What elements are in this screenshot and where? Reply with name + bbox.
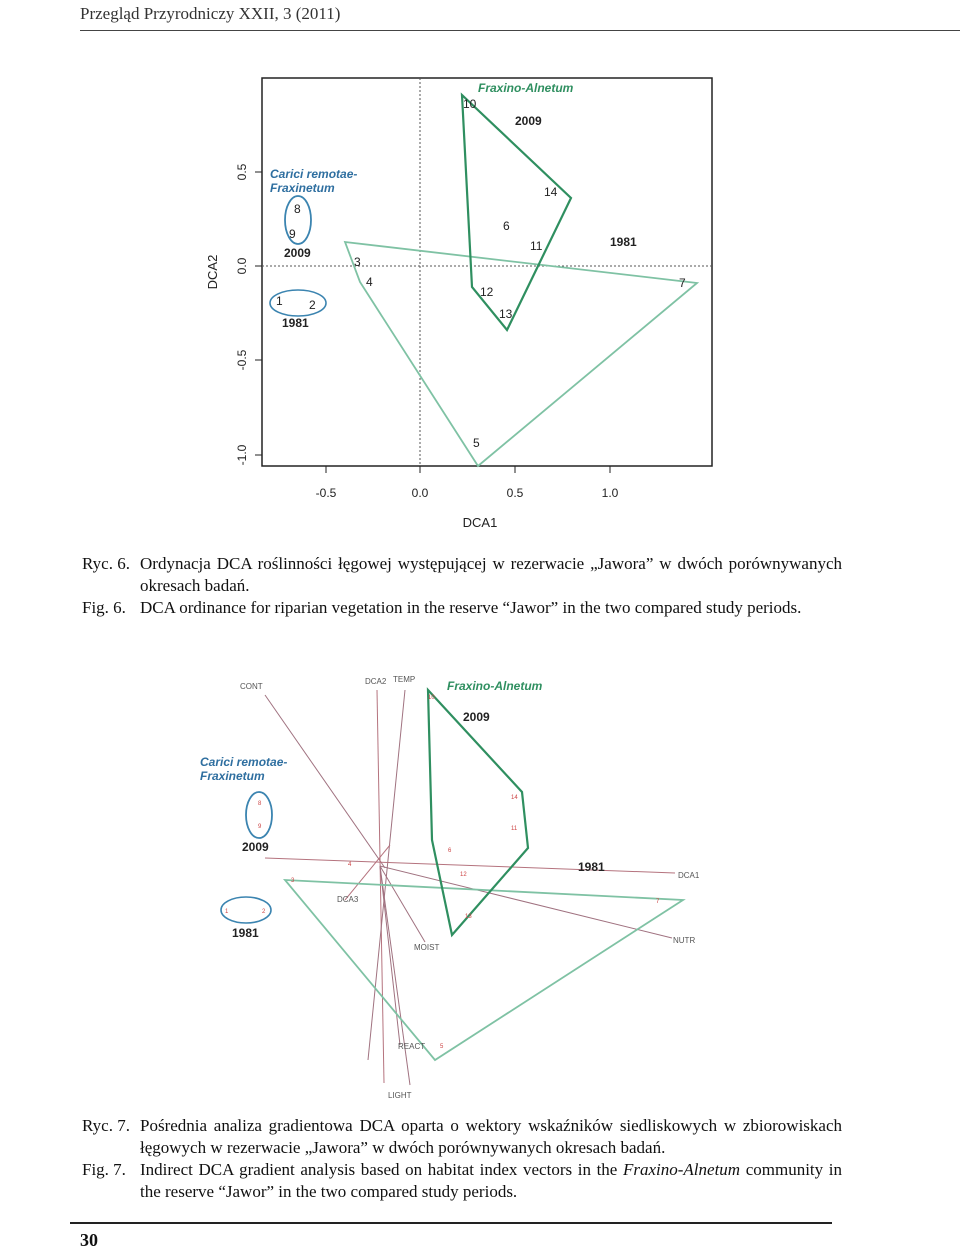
vector-label: DCA2 xyxy=(365,677,387,686)
site-label: 11 xyxy=(530,239,543,253)
plot-frame xyxy=(262,78,712,466)
label-fraxino-alnetum: Fraxino-Alnetum xyxy=(447,679,543,693)
year-label: 2009 xyxy=(463,710,490,724)
site-label: 10 xyxy=(428,695,435,701)
ellipse-carici-2009 xyxy=(246,792,272,838)
site-label: 7 xyxy=(679,276,686,290)
figure-7-caption xyxy=(82,1115,842,1203)
y-tick-label: 0.5 xyxy=(235,163,249,181)
caption-label: Fig. 6. xyxy=(82,598,126,617)
site-label: 5 xyxy=(473,436,480,450)
site-label: 1 xyxy=(276,294,283,308)
site-label: 5 xyxy=(440,1044,444,1050)
site-label: 3 xyxy=(354,255,361,269)
label-carici-1: Carici remotae- xyxy=(200,755,288,769)
site-label: 12 xyxy=(460,872,467,878)
site-label: 8 xyxy=(294,202,301,216)
site-label: 13 xyxy=(499,307,513,321)
label-carici-2: Fraxinetum xyxy=(270,181,335,195)
site-label: 9 xyxy=(258,824,262,830)
caption-text-pl: Ordynacja DCA roślinności łęgowej występującej w rezerwacie „Jawora” w dwóch porównywanych okresach badań. xyxy=(140,554,842,595)
x-tick-label: 0.5 xyxy=(506,486,524,500)
year-label: 1981 xyxy=(282,316,309,330)
site-label: 2 xyxy=(262,909,266,915)
year-label: 1981 xyxy=(578,860,605,874)
vector-label: DCA3 xyxy=(337,895,359,904)
site-label: 2 xyxy=(309,298,316,312)
hull-1981 xyxy=(285,880,683,1060)
site-label: 8 xyxy=(258,801,262,807)
y-axis-label: DCA2 xyxy=(205,254,220,290)
site-label: 7 xyxy=(656,899,660,905)
page-number: 30 xyxy=(80,1230,98,1250)
vector-label: REACT xyxy=(398,1042,426,1051)
year-label: 2009 xyxy=(284,246,311,260)
vector-label: TEMP xyxy=(393,675,416,684)
label-fraxino-alnetum: Fraxino-Alnetum xyxy=(478,81,574,95)
vector-dca1 xyxy=(265,858,675,873)
x-tick-label: 1.0 xyxy=(601,486,619,500)
site-label: 10 xyxy=(463,97,477,111)
x-tick-label: -0.5 xyxy=(315,486,337,500)
figure-6-caption xyxy=(82,553,842,619)
year-label: 1981 xyxy=(610,235,637,249)
footer-rule xyxy=(70,1222,832,1224)
y-tick-label: -0.5 xyxy=(235,349,249,371)
caption-text-pl: Pośrednia analiza gradientowa DCA oparta o wektory wskaźników siedliskowych w zbiorowiskach łęgowych w rezerwacie „Jawora” w dwóch porównywanych okresach badań. xyxy=(140,1116,842,1157)
site-label: 14 xyxy=(544,185,558,199)
site-label: 6 xyxy=(448,848,452,854)
figure-7-gradient-analysis xyxy=(0,660,960,1110)
site-label: 4 xyxy=(366,275,373,289)
x-axis-label: DCA1 xyxy=(462,515,498,530)
hull-1981 xyxy=(345,242,697,466)
site-label: 13 xyxy=(465,914,472,920)
caption-text-en: DCA ordinance for riparian vegetation in the reserve “Jawor” in the two compared study periods. xyxy=(140,598,802,617)
x-tick-label: 0.0 xyxy=(411,486,429,500)
site-label: 9 xyxy=(289,227,296,241)
y-tick-label: -1.0 xyxy=(235,444,249,466)
hull-2009-fraxino-alnetum xyxy=(462,95,571,330)
vector-light xyxy=(380,866,410,1085)
vector-label: CONT xyxy=(240,682,263,691)
caption-label: Ryc. 6. xyxy=(82,554,130,573)
site-label: 14 xyxy=(511,795,518,801)
vector-label: MOIST xyxy=(414,943,440,952)
figure-6-dca-ordination xyxy=(0,0,960,540)
y-tick-label: 0.0 xyxy=(235,257,249,275)
vector-cont xyxy=(265,695,385,868)
caption-text-en: Indirect DCA gradient analysis based on habitat index vectors in the Fraxino-Alnetum community in the reserve “Jawor” in the two compared study periods. xyxy=(140,1160,842,1201)
label-carici-1: Carici remotae- xyxy=(270,167,358,181)
site-label: 4 xyxy=(348,862,352,868)
caption-label: Fig. 7. xyxy=(82,1160,126,1179)
label-carici-2: Fraxinetum xyxy=(200,769,265,783)
site-label: 11 xyxy=(511,826,518,832)
year-label: 1981 xyxy=(232,926,259,940)
vector-label: LIGHT xyxy=(388,1091,412,1100)
site-label: 1 xyxy=(225,909,229,915)
site-label: 3 xyxy=(291,878,295,884)
vector-label: NUTR xyxy=(673,936,696,945)
vector-nutr xyxy=(380,866,672,938)
year-label: 2009 xyxy=(242,840,269,854)
year-label: 2009 xyxy=(515,114,542,128)
hull-2009-fraxino-alnetum xyxy=(428,690,528,935)
running-head: Przegląd Przyrodniczy XXII, 3 (2011) xyxy=(80,4,341,23)
vector-label: DCA1 xyxy=(678,871,700,880)
caption-label: Ryc. 7. xyxy=(82,1116,130,1135)
site-label: 6 xyxy=(503,219,510,233)
site-label: 12 xyxy=(480,285,494,299)
